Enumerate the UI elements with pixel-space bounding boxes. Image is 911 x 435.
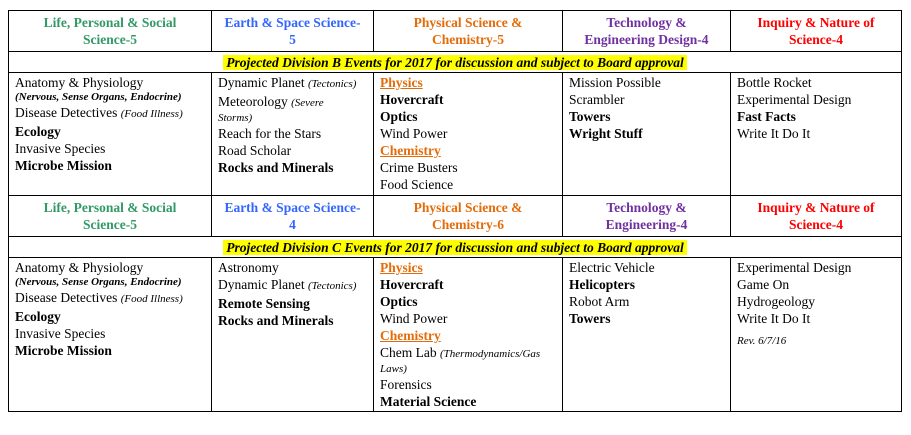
- event-microbe: Microbe Mission: [15, 343, 112, 358]
- event-scrambler: Scrambler: [569, 92, 625, 107]
- event-food: Food Science: [380, 177, 454, 192]
- event-write: Write It Do It: [737, 311, 811, 326]
- event-invasive: Invasive Species: [15, 326, 106, 341]
- chemistry-heading: Chemistry: [380, 143, 441, 158]
- life-events-c: [9, 258, 212, 412]
- event-dynamic: Dynamic Planet (Tectonics): [218, 277, 357, 292]
- event-disease: Disease Detectives (Food Illness): [15, 105, 183, 120]
- event-wind: Wind Power: [380, 311, 448, 326]
- header-technology-b: Technology & Engineering Design-4: [563, 11, 731, 52]
- event-material: Material Science: [380, 394, 477, 409]
- division-b-events-row: [9, 73, 902, 196]
- event-forensics: Forensics: [380, 377, 432, 392]
- event-road: Road Scholar: [218, 143, 292, 158]
- event-robot: Robot Arm: [569, 294, 630, 309]
- event-experimental: Experimental Design: [737, 92, 852, 107]
- physics-heading: Physics: [380, 260, 423, 275]
- header-earth-b: Earth & Space Science- 5: [212, 11, 374, 52]
- header-physical-b: Physical Science & Chemistry-5: [374, 11, 563, 52]
- header-inquiry-c: Inquiry & Nature of Science-4: [731, 196, 902, 237]
- division-b-banner: Projected Division B Events for 2017 for discussion and subject to Board approval: [9, 52, 902, 73]
- event-astronomy: Astronomy: [218, 260, 279, 275]
- event-rocks: Rocks and Minerals: [218, 160, 334, 175]
- event-write: Write It Do It: [737, 126, 811, 141]
- event-anatomy: Anatomy & Physiology: [15, 260, 144, 275]
- earth-events-c: [212, 258, 374, 412]
- event-bottle: Bottle Rocket: [737, 75, 812, 90]
- event-hydro: Hydrogeology: [737, 294, 815, 309]
- event-note: (Nervous, Sense Organs, Endocrine): [15, 276, 182, 288]
- event-microbe: Microbe Mission: [15, 158, 112, 173]
- division-c-events-row: [9, 258, 902, 412]
- event-note: (Nervous, Sense Organs, Endocrine): [15, 91, 182, 103]
- event-towers: Towers: [569, 311, 611, 326]
- division-b-header-row: [9, 11, 902, 52]
- event-note: Storms): [218, 112, 253, 124]
- event-helicopters: Helicopters: [569, 277, 635, 292]
- event-reach: Reach for the Stars: [218, 126, 322, 141]
- event-hovercraft: Hovercraft: [380, 277, 444, 292]
- event-fast: Fast Facts: [737, 109, 796, 124]
- event-crime: Crime Busters: [380, 160, 458, 175]
- event-hovercraft: Hovercraft: [380, 92, 444, 107]
- event-note: Laws): [380, 363, 407, 375]
- life-events-b: [9, 73, 212, 196]
- technology-events-b: [563, 73, 731, 196]
- division-c-header-row: [9, 196, 902, 237]
- event-chemlab: Chem Lab (Thermodynamics/Gas: [380, 345, 541, 360]
- event-ecology: Ecology: [15, 309, 61, 324]
- event-dynamic: Dynamic Planet (Tectonics): [218, 75, 357, 90]
- event-mission: Mission Possible: [569, 75, 661, 90]
- event-optics: Optics: [380, 294, 418, 309]
- revision-note: Rev. 6/7/16: [737, 335, 787, 347]
- technology-events-c: [563, 258, 731, 412]
- inquiry-events-b: [731, 73, 902, 196]
- chemistry-heading: Chemistry: [380, 328, 441, 343]
- event-game: Game On: [737, 277, 790, 292]
- header-earth-c: Earth & Space Science- 4: [212, 196, 374, 237]
- event-disease: Disease Detectives (Food Illness): [15, 290, 183, 305]
- header-life-b: Life, Personal & Social Science-5: [9, 11, 212, 52]
- event-rocks: Rocks and Minerals: [218, 313, 334, 328]
- event-experimental: Experimental Design: [737, 260, 852, 275]
- physics-heading: Physics: [380, 75, 423, 90]
- division-b-banner-row: [9, 52, 902, 73]
- header-inquiry-b: Inquiry & Nature of Science-4: [731, 11, 902, 52]
- division-c-banner-row: [9, 237, 902, 258]
- event-towers: Towers: [569, 109, 611, 124]
- event-anatomy: Anatomy & Physiology: [15, 75, 144, 90]
- event-meteorology: Meteorology (Severe: [218, 94, 324, 109]
- events-table: [8, 10, 902, 412]
- physical-events-c: [374, 258, 563, 412]
- division-c-banner: Projected Division C Events for 2017 for discussion and subject to Board approval: [9, 237, 902, 258]
- header-physical-c: Physical Science & Chemistry-6: [374, 196, 563, 237]
- header-technology-c: Technology & Engineering-4: [563, 196, 731, 237]
- earth-events-b: [212, 73, 374, 196]
- inquiry-events-c: [731, 258, 902, 412]
- event-wright: Wright Stuff: [569, 126, 643, 141]
- event-optics: Optics: [380, 109, 418, 124]
- header-life-c: Life, Personal & Social Science-5: [9, 196, 212, 237]
- event-wind: Wind Power: [380, 126, 448, 141]
- event-remote: Remote Sensing: [218, 296, 310, 311]
- physical-events-b: [374, 73, 563, 196]
- event-invasive: Invasive Species: [15, 141, 106, 156]
- event-ecology: Ecology: [15, 124, 61, 139]
- event-electric: Electric Vehicle: [569, 260, 655, 275]
